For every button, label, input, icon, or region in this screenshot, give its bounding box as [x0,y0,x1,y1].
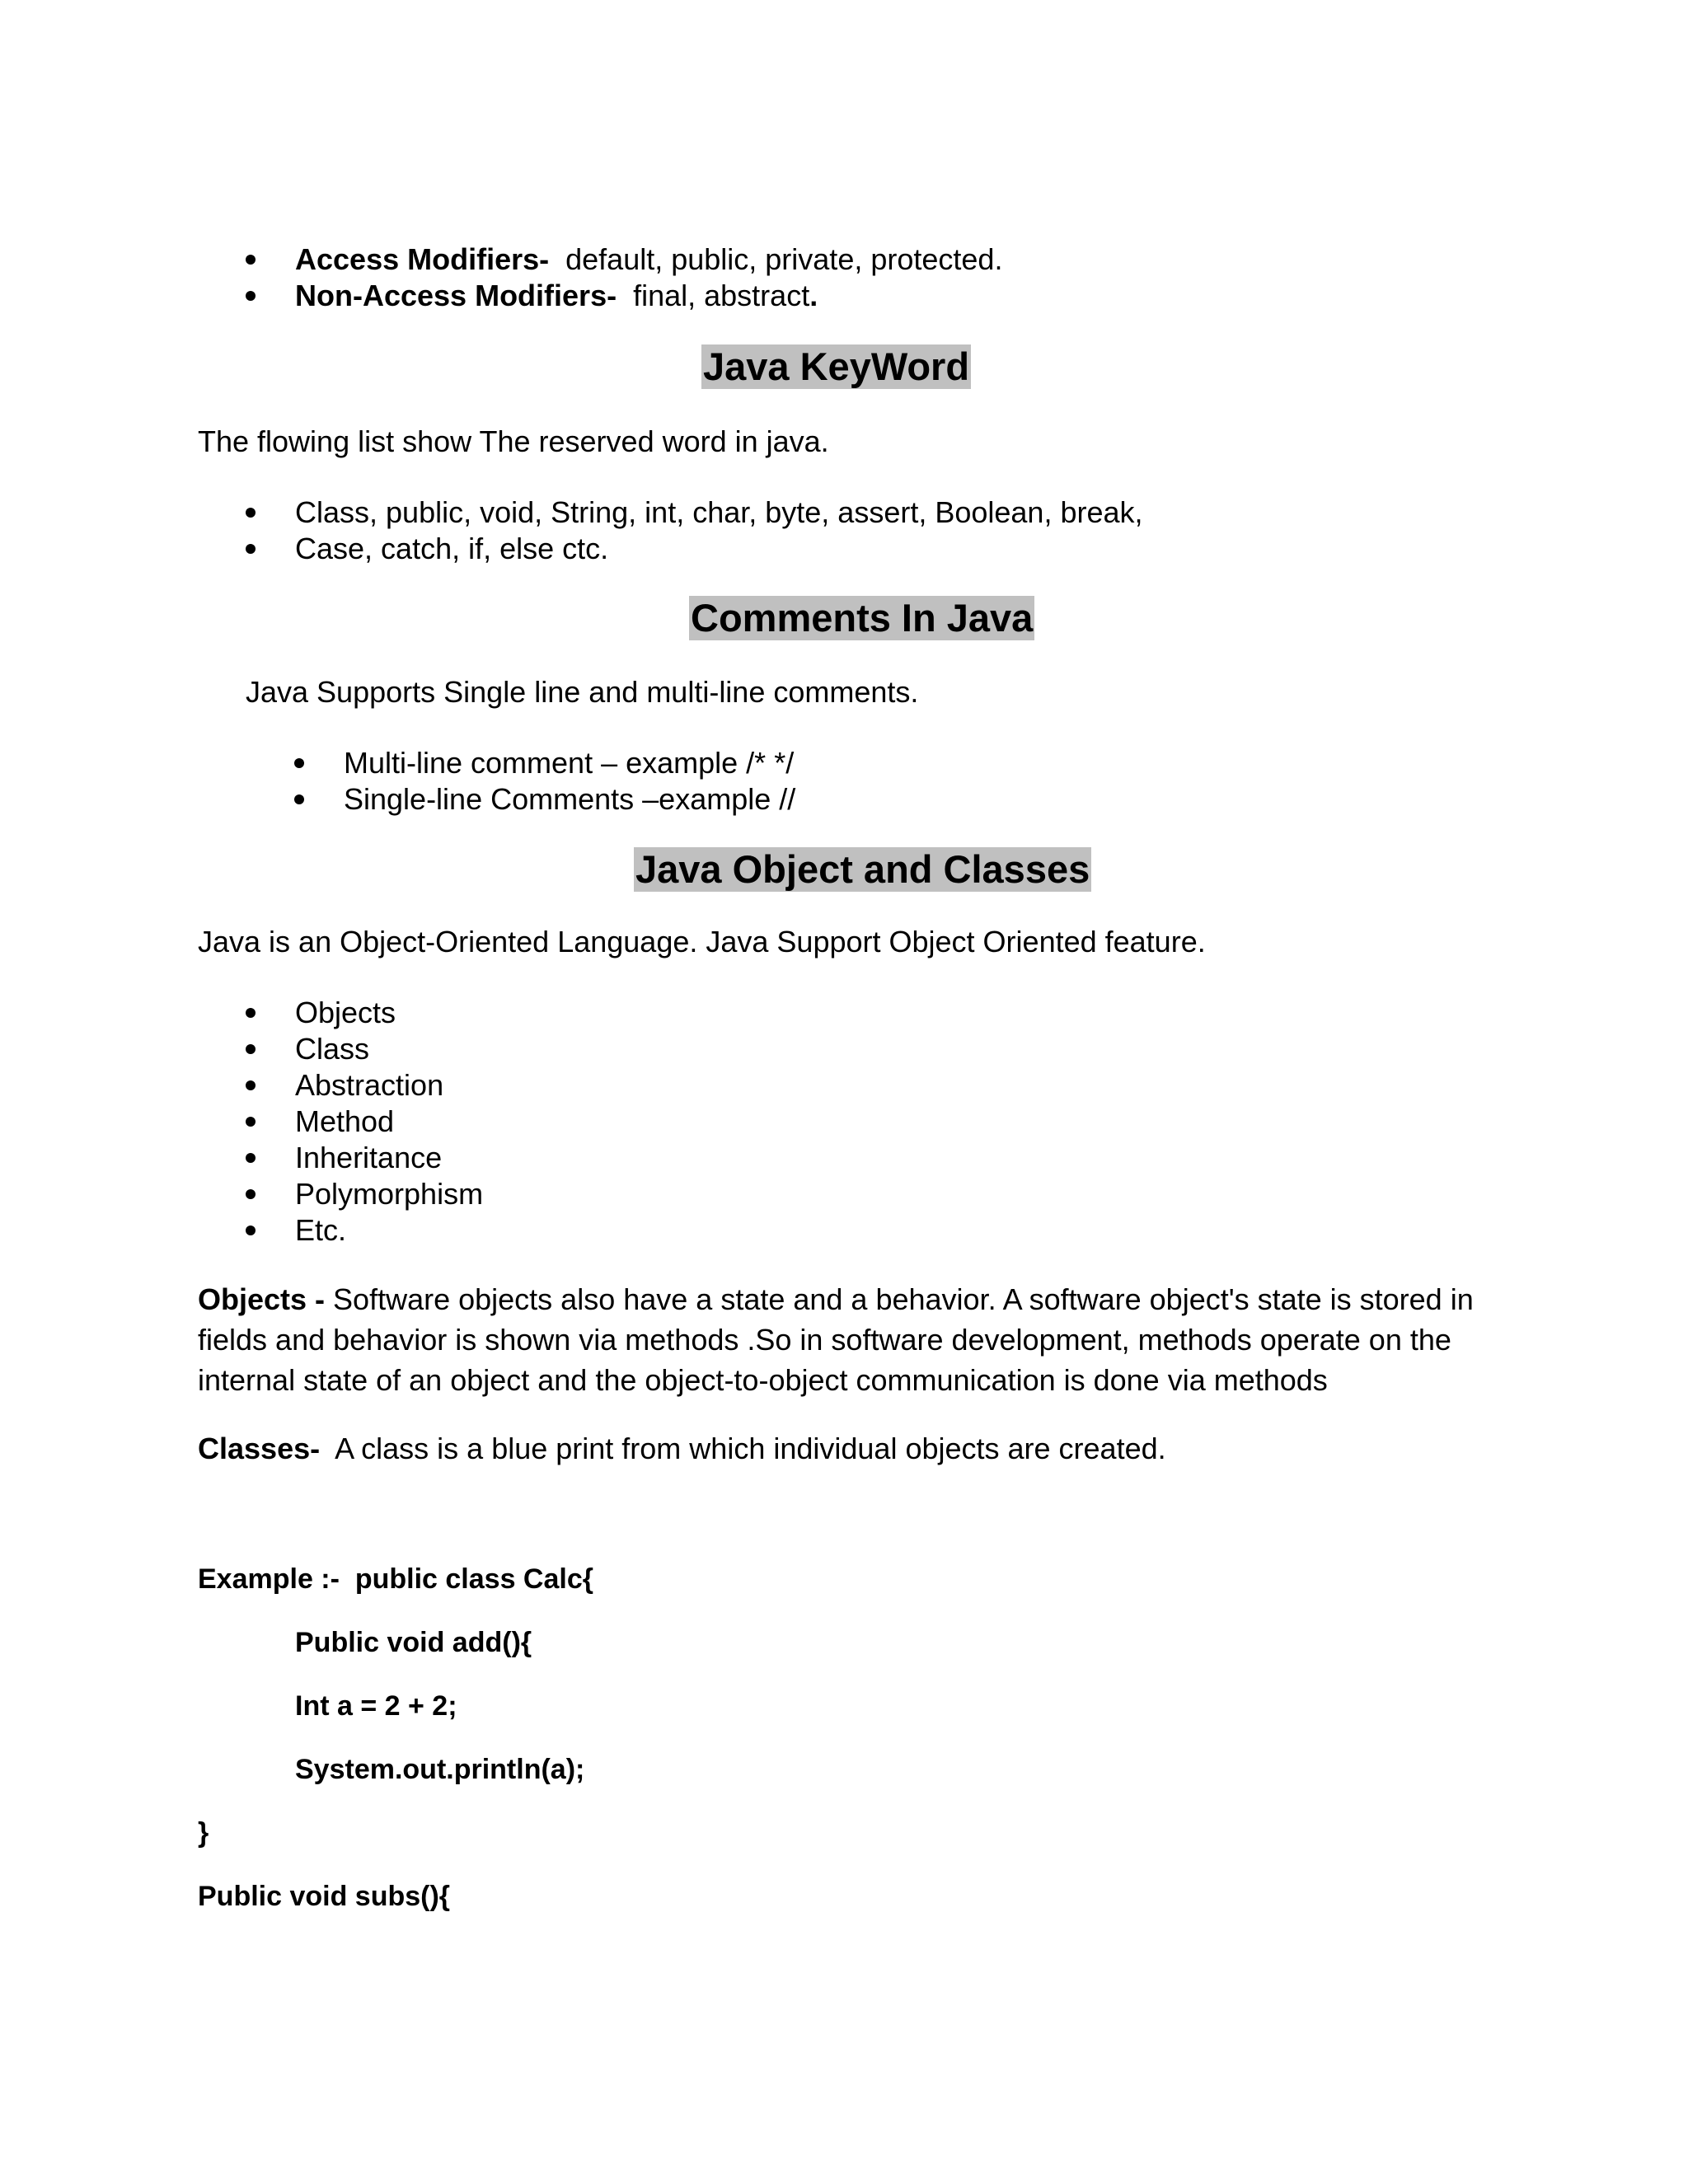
code-line: Example :- public class Calc{ [198,1563,593,1595]
list-item [246,531,608,567]
keyword-item: Case, catch, if, else ctc. [295,532,609,565]
section-heading-comments: Comments In Java [691,596,1034,640]
section-heading-keyword: Java KeyWord [703,344,970,388]
list-item [246,1104,394,1140]
non-access-modifiers-tail: . [809,279,818,312]
objects-label: Objects - [198,1282,326,1316]
list-item [246,278,818,314]
oop-item: Inheritance [295,1141,443,1174]
list-item [246,494,1143,531]
code-line: Public void add(){ [295,1627,532,1658]
list-item [294,781,795,818]
list-item [246,995,396,1031]
keyword-intro: The flowing list show The reserved word in java. [198,424,829,458]
oop-intro: Java is an Object-Oriented Language. Java Support Object Oriented feature. [198,925,1206,958]
oop-item: Method [295,1104,395,1138]
code-line: System.out.println(a); [295,1754,585,1785]
classes-label: Classes- [198,1432,321,1465]
code-line: } [198,1817,209,1849]
list-item [246,1140,442,1176]
access-modifiers-label: Access Modifiers- [295,242,550,276]
comment-item: Single-line Comments –example // [344,782,796,816]
oop-item: Abstraction [295,1068,444,1102]
list-item [246,1176,483,1212]
list-item [246,1212,346,1249]
list-item [246,1067,443,1104]
objects-text: Software objects also have a state and a behavior. A software object's state is stored in fields and behavior is shown via methods .So in software development, methods operate on the internal state of an object and the object-to-object communication is done via methods [198,1282,1474,1397]
list-item [246,241,1002,278]
classes-text: A class is a blue print from which individual objects are created. [320,1432,1166,1465]
code-line: Public void subs(){ [198,1881,451,1912]
list-item [294,745,794,781]
code-line: Int a = 2 + 2; [295,1690,457,1722]
objects-paragraph [198,1279,1550,1400]
comment-item: Multi-line comment – example /* */ [344,746,795,780]
list-item [246,1031,369,1067]
oop-item: Objects [295,996,396,1029]
non-access-modifiers-text: final, abstract [633,279,810,312]
non-access-modifiers-label: Non-Access Modifiers- [295,279,617,312]
oop-item: Class [295,1032,370,1066]
oop-item: Etc. [295,1213,347,1247]
oop-item: Polymorphism [295,1177,484,1211]
keyword-item: Class, public, void, String, int, char, byte, assert, Boolean, break, [295,495,1143,529]
section-heading-oop: Java Object and Classes [635,847,1090,891]
comments-intro: Java Supports Single line and multi-line comments. [246,675,919,709]
classes-paragraph [198,1431,1166,1467]
access-modifiers-text: default, public, private, protected. [565,242,1003,276]
